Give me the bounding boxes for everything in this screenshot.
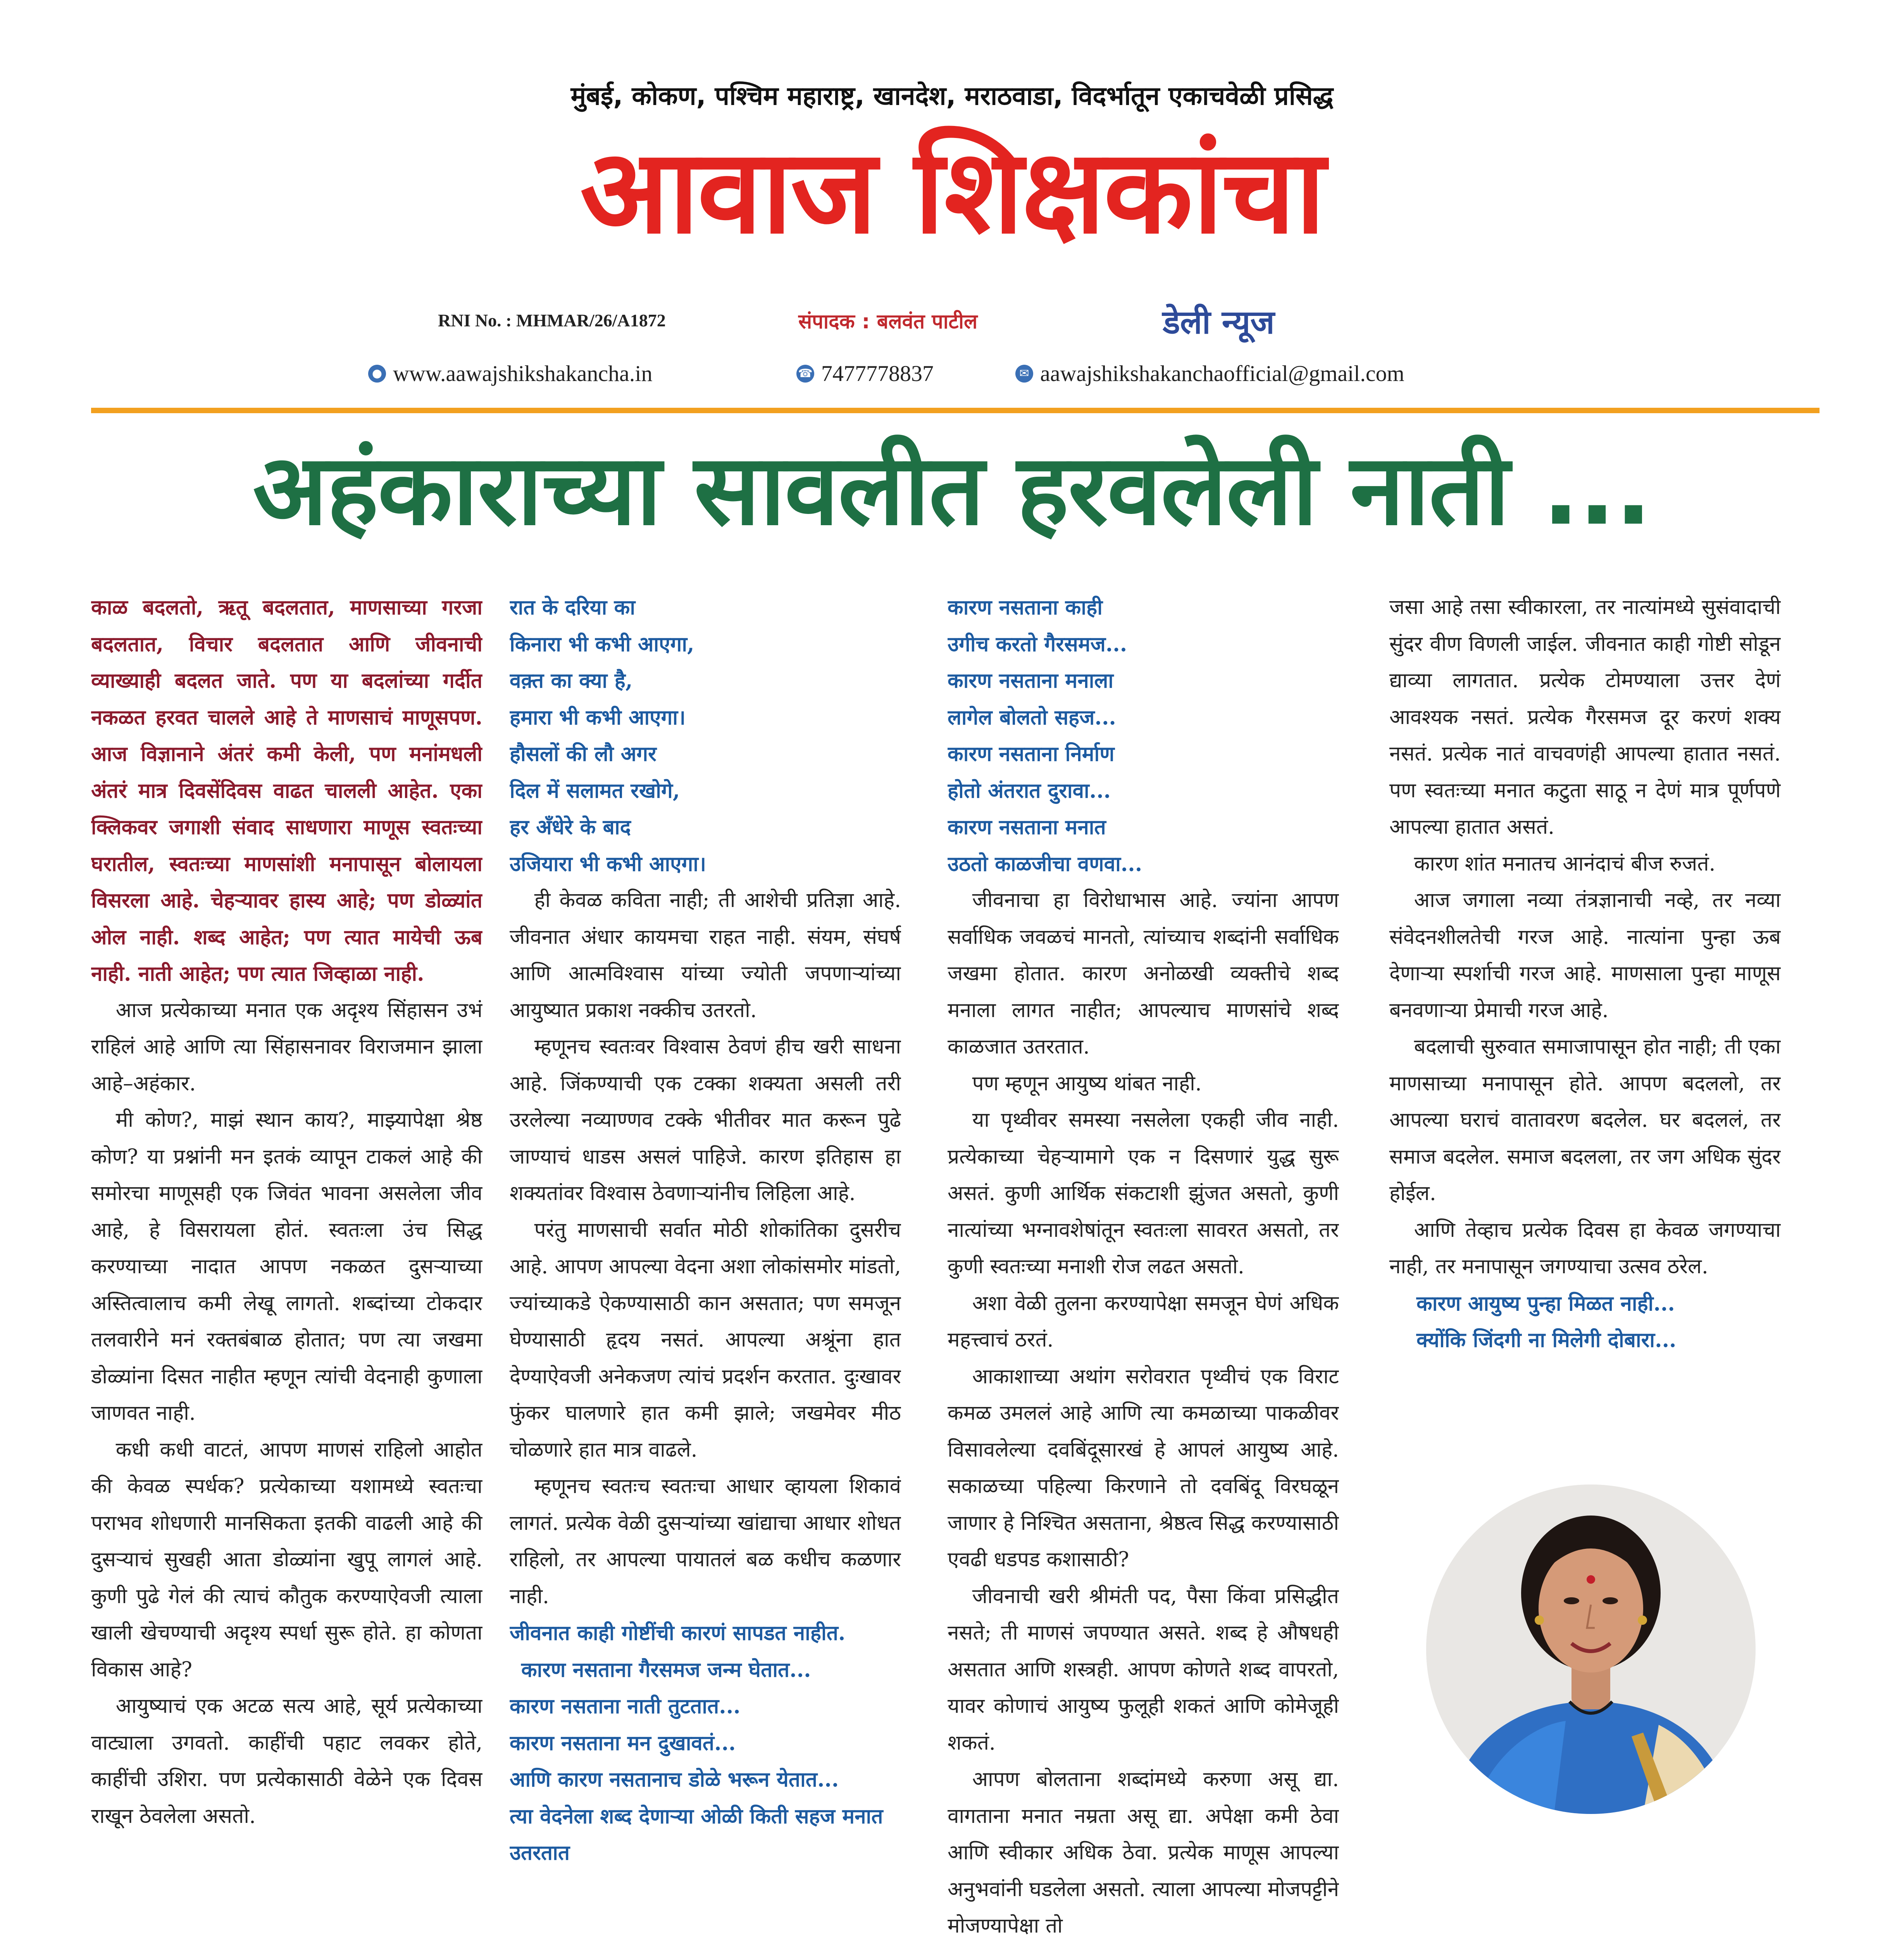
hindi-poem [510,589,901,882]
poem-line: वक़्त का क्या है, [510,669,633,693]
tagline: मुंबई, कोकण, पश्चिम महाराष्ट्र, खानदेश, मराठवाडा, विदर्भातून एकाचवेळी प्रसिद्ध [570,81,1334,111]
poem-line: होतो अंतरात दुरावा... [948,778,1111,803]
paragraph: आकाशाच्या अथांग सरोवरात पृथ्वीचं एक विराट कमळ उमललं आहे आणि त्या कमळाच्या पाकळीवर विसावलेल्या दवबिंदूसारखं हे आपलं आयुष्य आहे. सकाळच्या पहिल्या किरणाने तो दवबिंदू विरघळून जाणार हे निश्चित असताना, श्रेष्ठत्व सिद्ध करण्यासाठी एवढी धडपड कशासाठी? [948,1364,1339,1571]
paragraph: आणि तेव्हाच प्रत्येक दिवस हा केवळ जगण्याचा नाही, तर मनापासून जगण्याचा उत्सव ठरेल. [1389,1218,1781,1278]
paragraph: बदलाची सुरुवात समाजापासून होत नाही; ती एका माणसाच्या मनापासून होते. आपण बदललो, तर आपल्या घराचं वातावरण बदलेल. घर बदललं, तर समाज बदलेल. समाज बदलला, तर जग अधिक सुंदर होईल. [1389,1035,1781,1205]
verse-line: कारण नसताना मन दुखावतं... [510,1731,736,1755]
poem-line: रात के दरिया का [510,595,636,619]
paragraph: जीवनाचा हा विरोधाभास आहे. ज्यांना आपण सर्वाधिक जवळचं मानतो, त्यांच्याच शब्दांनी सर्वाधिक जखमा होतात. कारण अनोळखी व्यक्तीचे शब्द मनाला लागत नाहीत; आपल्याच माणसांचे शब्द काळजात उतरतात. [948,888,1339,1059]
poem-line: हमारा भी कभी आएगा। [510,705,686,729]
column-3 [948,589,1339,1938]
mail-icon: ✉ [1015,365,1033,383]
paragraph: आपण बोलताना शब्दांमध्ये करुणा असू द्या. वागताना मनात नम्रता असू द्या. अपेक्षा कमी ठेवा आणि स्वीकार अधिक ठेवा. प्रत्येक माणूस आपल्या अनुभवांनी घडलेला असतो. त्याला आपल्या मोजपट्टीने मोजण्यापेक्षा तो [948,1767,1339,1938]
paragraph: म्हणूनच स्वतःवर विश्वास ठेवणं हीच खरी साधना आहे. जिंकण्याची एक टक्का शक्यता असली तरी उरलेल्या नव्याण्णव टक्के भीतीवर मात करून पुढे जाण्याचं धाडस असलं पाहिजे. कारण इतिहास हा शक्यतांवर विश्वास ठेवणाऱ्यांनीच लिहिला आहे. [510,1035,901,1205]
poem-line: लागेल बोलतो सहज... [948,705,1116,729]
poem-line: कारण नसताना मनात [948,815,1106,839]
editor-credit: संपादक : बलवंत पाटील [798,310,978,333]
email-text[interactable]: aawajshikshakanchaofficial@gmail.com [1040,361,1404,386]
verse-line: आणि कारण नसतानाच डोळे भरून येतात... [510,1767,839,1791]
closing-line: कारण आयुष्य पुन्हा मिळत नाही... [1416,1291,1675,1316]
poem-line: किनारा भी कभी आएगा, [510,632,694,656]
verse-line: कारण नसताना नाती तुटतात... [510,1694,741,1718]
closing-line: क्योंकि जिंदगी ना मिलेगी दोबारा... [1416,1328,1677,1352]
daily-news-label: डेली न्यूज [1163,303,1275,341]
verse-line: कारण नसताना गैरसमज जन्म घेतात... [521,1657,811,1682]
author-photo [1426,1485,1756,1814]
paragraph: आज प्रत्येकाच्या मनात एक अदृश्य सिंहासन उभं राहिलं आहे आणि त्या सिंहासनावर विराजमान झाला आहे–अहंकार. [91,998,482,1095]
column-4 [1389,589,1781,1481]
intro-paragraph [91,589,482,992]
paragraph: जसा आहे तसा स्वीकारला, तर नात्यांमध्ये सुसंवादाची सुंदर वीण विणली जाईल. जीवनात काही गोष्टी सोडून द्याव्या लागतात. प्रत्येक टोमण्याला उत्तर देणं आवश्यक नसतं. प्रत्येक गैरसमज दूर करणं शक्य नसतं. प्रत्येक नातं वाचवणंही आपल्या हातात नसतं. पण स्वतःच्या मनात कटुता साठू न देणं मात्र पूर्णपणे आपल्या हातात असतं. [1389,595,1781,839]
paragraph: आयुष्याचं एक अटळ सत्य आहे, सूर्य प्रत्येकाच्या वाट्याला उगवतो. काहींची पहाट लवकर होते, काहींची उशिरा. पण प्रत्येकासाठी वेळेने एक दिवस राखून ठेवलेला असतो. [91,1694,482,1828]
paragraph: ही केवळ कविता नाही; ती आशेची प्रतिज्ञा आहे. जीवनात अंधार कायमचा राहत नाही. संयम, संघर्ष आणि आत्मविश्वास यांच्या ज्योती जपणाऱ्यांच्या आयुष्यात प्रकाश नक्कीच उतरतो. [510,888,901,1022]
poem-line: उजियारा भी कभी आएगा। [510,852,706,876]
poem-line: हर अँधेरे के बाद [510,815,631,839]
poem-line: कारण नसताना काही [948,595,1103,619]
paragraph: या पृथ्वीवर समस्या नसलेला एकही जीव नाही. प्रत्येकाच्या चेहऱ्यामागे एक न दिसणारं युद्ध सुरू असतं. कुणी आर्थिक संकटाशी झुंजत असतो, कुणी नात्यांच्या भग्नावशेषांतून स्वतःला सावरत असतो, तर कुणी स्वतःच्या मनाशी रोज लढत असतो. [948,1108,1339,1278]
column-1 [91,589,482,1938]
paragraph: पण म्हणून आयुष्य थांबत नाही. [972,1071,1202,1095]
header-rule [91,408,1820,413]
paragraph: मी कोण?, माझं स्थान काय?, माझ्यापेक्षा श्रेष्ठ कोण? या प्रश्नांनी मन इतकं व्यापून टाकलं आहे की समोरचा माणूसही एक जिवंत भावना असलेला जीव आहे, हे विसरायला होतं. स्वतःला उंच सिद्ध करण्याच्या नादात आपण नकळत दुसऱ्याच्या अस्तित्वालाच कमी लेखू लागतो. शब्दांच्या टोकदार तलवारीने मनं रक्तबंबाळ होतात; पण त्या जखमा डोळ्यांना दिसत नाहीत म्हणून त्यांची वेदनाही कुणाला जाणवत नाही. [91,1108,482,1425]
paragraph: कधी कधी वाटतं, आपण माणसं राहिलो आहोत की केवळ स्पर्धक? प्रत्येकाच्या यशामध्ये स्वतःचा पराभव शोधणारी मानसिकता इतकी वाढली आहे की दुसऱ्याचं सुखही आता डोळ्यांना खुपू लागलं आहे. कुणी पुढे गेलं की त्याचं कौतुक करण्याऐवजी त्याला खाली खेचण्याची अदृश्य स्पर्धा सुरू होते. हा कोणता विकास आहे? [91,1438,482,1681]
poem-line: कारण नसताना निर्माण [948,742,1115,766]
author-portrait-image [1426,1485,1756,1814]
poem-line: उगीच करतो गैरसमज... [948,632,1127,656]
poem-line: दिल में सलामत रखोगे, [510,778,680,803]
article-headline: अहंकाराच्या सावलीत हरवलेली नाती ... [253,433,1651,547]
verse-line: त्या वेदनेला शब्द देणाऱ्या ओळी किती सहज मनात उतरतात [510,1804,883,1865]
paragraph: जीवनाची खरी श्रीमंती पद, पैसा किंवा प्रसिद्धीत नसते; ती माणसं जपण्यात असते. शब्द हे औषधही असतात आणि शस्त्रही. आपण कोणते शब्द वापरतो, यावर कोणाचं आयुष्य फुलूही शकतं आणि कोमेजूही शकतं. [948,1584,1339,1755]
paragraph: अशा वेळी तुलना करण्यापेक्षा समजून घेणं अधिक महत्त्वाचं ठरतं. [948,1291,1339,1352]
phone-icon: ☎ [796,365,814,383]
paragraph: आज जगाला नव्या तंत्रज्ञानाची नव्हे, तर नव्या संवेदनशीलतेची गरज आहे. नात्यांना पुन्हा ऊब देणाऱ्या स्पर्शाची गरज आहे. माणसाला पुन्हा माणूस बनवणाऱ्या प्रेमाची गरज आहे. [1389,888,1781,1022]
marathi-poem [948,589,1339,882]
paragraph: म्हणूनच स्वतःच स्वतःचा आधार व्हायला शिकावं लागतं. प्रत्येक वेळी दुसऱ्यांच्या खांद्याचा आधार शोधत राहिलो, तर आपल्या पायातलं बळ कधीच कळणार नाही. [510,1474,901,1608]
website-text[interactable]: www.aawajshikshakancha.in [393,361,653,386]
website-contact[interactable] [368,360,652,386]
email-contact[interactable] [1015,360,1404,386]
intro-text: काळ बदलतो, ऋतू बदलतात, माणसाच्या गरजा बदलतात, विचार बदलतात आणि जीवनाची व्याख्याही बदलत जाते. पण या बदलांच्या गर्दीत नकळत हरवत चालले आहे ते माणसाचं माणूसपण. आज विज्ञानाने अंतरं कमी केली, पण मनांमधली अंतरं मात्र दिवसेंदिवस वाढत चालली आहेत. एका क्लिकवर जगाशी संवाद साधणारा माणूस स्वतःच्या घरातील, स्वतःच्या माणसांशी मनापासून बोलायला विसरला आहे. चेहऱ्यावर हास्य आहे; पण डोळ्यांत ओल नाही. शब्द आहेत; पण त्यात मायेची ऊब नाही. नाती आहेत; पण त्यात जिव्हाळा नाही. [91,595,482,986]
paragraph: परंतु माणसाची सर्वात मोठी शोकांतिका दुसरीच आहे. आपण आपल्या वेदना अशा लोकांसमोर मांडतो, ज्यांच्याकडे ऐकण्यासाठी कान असतात; पण समजून घेण्यासाठी हृदय नसतं. आपल्या अश्रूंना हात देण्याऐवजी अनेकजण त्यांचं प्रदर्शन करतात. दुःखावर फुंकर घालणारे हात कमी झाले; जखमेवर मीठ चोळणारे हात मात्र वाढले. [510,1218,901,1462]
globe-icon: ● [368,365,386,383]
masthead: आवाज शिक्षकांचा [580,124,1324,259]
column-2 [510,589,901,1938]
poem-line: हौसलों की लौ अगर [510,742,656,766]
paragraph: कारण शांत मनातच आनंदाचं बीज रुजतं. [1414,852,1716,876]
blue-verse [510,1615,901,1871]
closing-lines [1389,1285,1781,1359]
poem-line: उठतो काळजीचा वणवा... [948,852,1142,876]
poem-line: कारण नसताना मनाला [948,669,1114,693]
phone-text[interactable]: 7477778837 [821,361,934,386]
verse-intro: जीवनात काही गोष्टींची कारणं सापडत नाहीत. [510,1621,846,1645]
rni-number: RNI No. : MHMAR/26/A1872 [438,310,666,330]
phone-contact[interactable] [796,360,934,386]
